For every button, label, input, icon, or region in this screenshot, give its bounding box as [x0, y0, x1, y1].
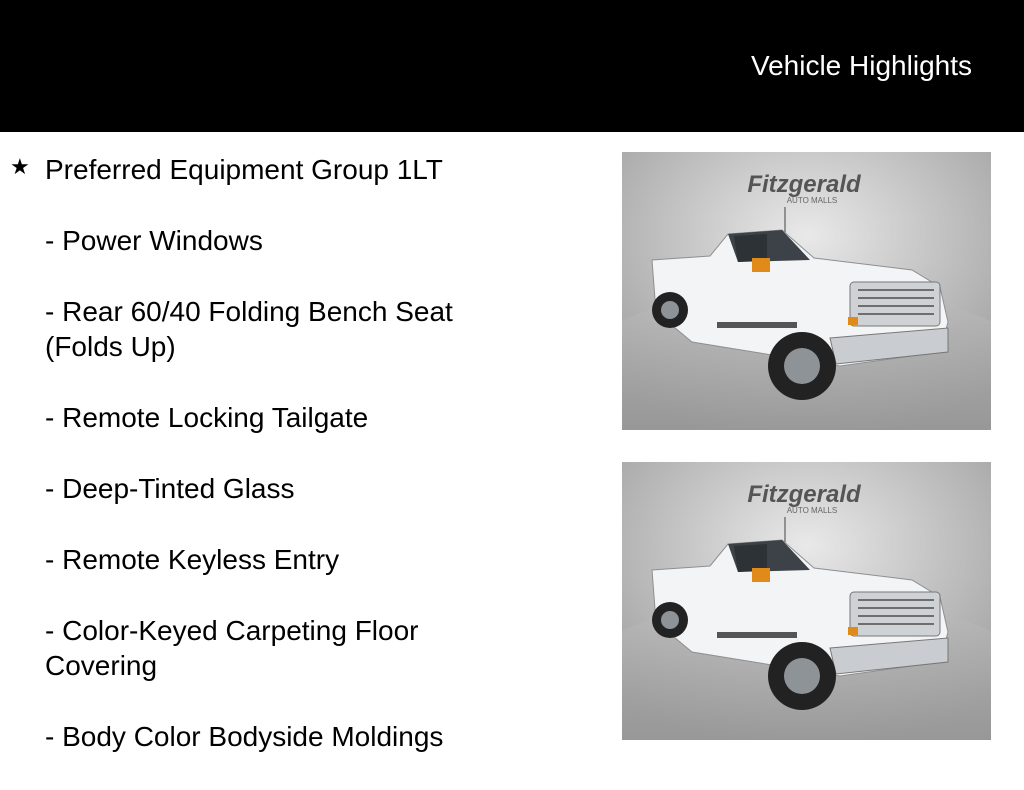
vehicle-photo[interactable] [622, 462, 991, 740]
logo: Fitzgerald [747, 481, 861, 508]
logo-subtitle: AUTO MALLS [786, 506, 838, 515]
vehicle-photo[interactable] [622, 152, 991, 430]
list-item: - Power Windows [45, 225, 263, 256]
header-bar [0, 0, 1024, 132]
list-item: - Rear 60/40 Folding Bench Seat (Folds Up) [45, 296, 453, 362]
list-item: - Color-Keyed Carpeting Floor Covering [45, 615, 419, 681]
list-item: Preferred Equipment Group 1LT [45, 154, 443, 185]
page-title: Vehicle Highlights [750, 50, 972, 81]
list-item: - Remote Locking Tailgate [45, 402, 369, 433]
logo-subtitle: AUTO MALLS [786, 196, 838, 205]
list-item: - Body Color Bodyside Moldings [45, 721, 444, 752]
list-item: - Deep-Tinted Glass [45, 473, 295, 504]
list-item: - Remote Keyless Entry [45, 544, 340, 575]
logo: Fitzgerald [747, 171, 861, 198]
highlights-list [45, 152, 525, 790]
star-icon: ★ [10, 154, 30, 179]
